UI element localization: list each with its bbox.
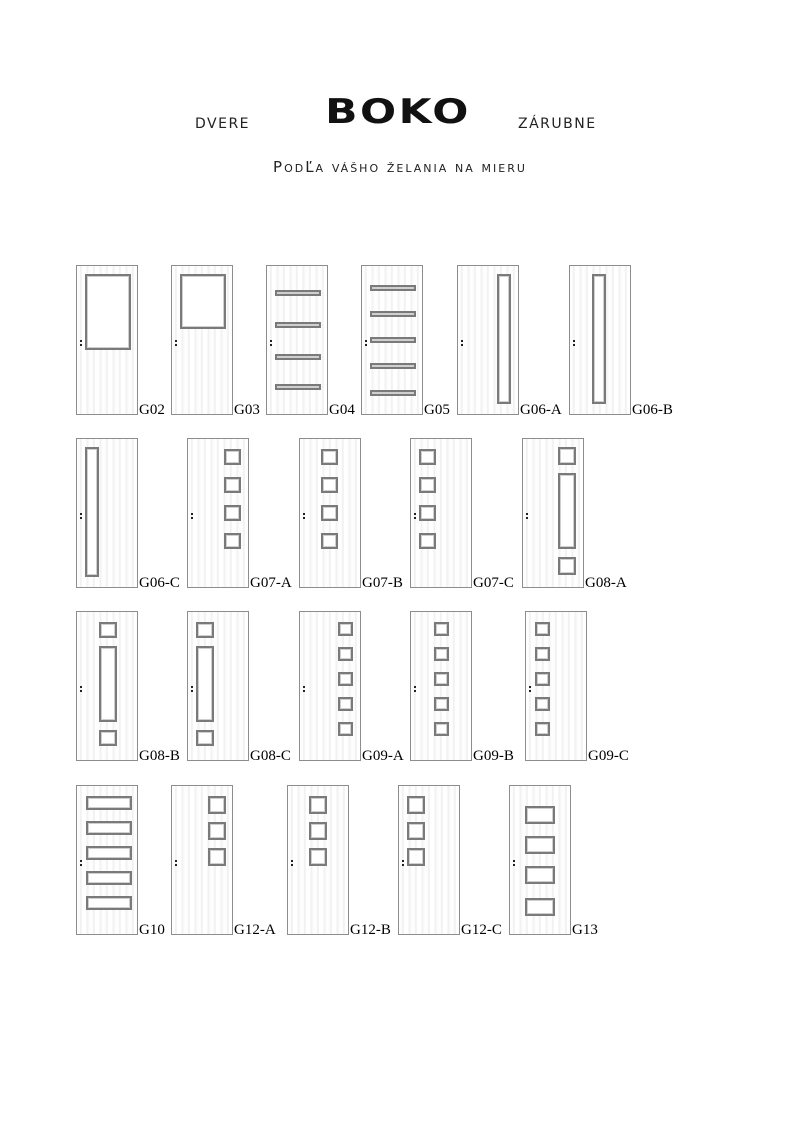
door-code-label: G10: [139, 922, 165, 938]
glass-panel: [86, 846, 132, 860]
door-model: [410, 611, 472, 761]
door-handle-icon: [573, 340, 575, 342]
door-code-label: G07-A: [250, 575, 292, 591]
door-model: [76, 438, 138, 588]
glass-panel: [99, 730, 117, 746]
door-model: [76, 265, 138, 415]
door-model: [171, 785, 233, 935]
glass-panel: [535, 647, 550, 661]
door-code-label: G12-A: [234, 922, 276, 938]
door-model: [569, 265, 631, 415]
glass-panel: [434, 622, 449, 636]
glass-panel: [208, 822, 226, 840]
glass-panel: [208, 848, 226, 866]
door-code-label: G05: [424, 402, 450, 418]
door-code-label: G08-C: [250, 748, 291, 764]
glass-panel: [224, 477, 241, 493]
glass-panel: [535, 722, 550, 736]
door-model: [361, 265, 423, 415]
glass-panel: [525, 836, 555, 854]
tagline: PodĽa vášho želania na mieru: [273, 158, 527, 176]
glass-panel: [407, 822, 425, 840]
glass-panel: [407, 796, 425, 814]
door-code-label: G09-C: [588, 748, 629, 764]
door-handle-icon: [175, 860, 177, 862]
glass-panel: [370, 311, 416, 317]
door-code-label: G07-C: [473, 575, 514, 591]
door-handle-icon: [303, 513, 305, 515]
glass-panel: [407, 848, 425, 866]
door-code-label: G08-B: [139, 748, 180, 764]
door-handle-icon: [80, 513, 82, 515]
glass-panel: [525, 866, 555, 884]
door-handle-icon: [191, 513, 193, 515]
door-model: [76, 611, 138, 761]
glass-panel: [86, 871, 132, 885]
glass-panel: [99, 622, 117, 638]
door-handle-icon: [402, 860, 404, 862]
glass-panel: [535, 672, 550, 686]
door-code-label: G03: [234, 402, 260, 418]
glass-panel: [275, 354, 321, 360]
glass-panel: [558, 473, 576, 549]
glass-panel: [419, 505, 436, 521]
door-model: [457, 265, 519, 415]
glass-panel: [196, 646, 214, 722]
glass-panel: [224, 533, 241, 549]
glass-panel: [85, 274, 131, 350]
door-handle-icon: [513, 860, 515, 862]
glass-panel: [85, 447, 99, 577]
door-model: [525, 611, 587, 761]
glass-panel: [321, 505, 338, 521]
door-code-label: G06-C: [139, 575, 180, 591]
door-code-label: G06-A: [520, 402, 562, 418]
glass-panel: [419, 449, 436, 465]
door-handle-icon: [461, 340, 463, 342]
glass-panel: [208, 796, 226, 814]
door-code-label: G06-B: [632, 402, 673, 418]
glass-panel: [86, 896, 132, 910]
glass-panel: [497, 274, 511, 404]
door-handle-icon: [191, 686, 193, 688]
glass-panel: [525, 898, 555, 916]
door-model: [266, 265, 328, 415]
door-handle-icon: [414, 686, 416, 688]
glass-panel: [370, 285, 416, 291]
glass-panel: [224, 449, 241, 465]
brand-logo: BOKO: [325, 92, 471, 132]
glass-panel: [558, 557, 576, 575]
glass-panel: [275, 322, 321, 328]
glass-panel: [338, 647, 353, 661]
door-handle-icon: [291, 860, 293, 862]
door-handle-icon: [80, 340, 82, 342]
door-model: [398, 785, 460, 935]
door-handle-icon: [80, 686, 82, 688]
glass-panel: [309, 796, 327, 814]
glass-panel: [434, 672, 449, 686]
header-left-word: DVERE: [195, 116, 251, 132]
door-model: [410, 438, 472, 588]
header-right-word: ZÁRUBNE: [518, 116, 597, 132]
glass-panel: [321, 533, 338, 549]
glass-panel: [180, 274, 226, 329]
glass-panel: [275, 384, 321, 390]
glass-panel: [338, 622, 353, 636]
glass-panel: [525, 806, 555, 824]
door-model: [299, 611, 361, 761]
glass-panel: [86, 796, 132, 810]
door-model: [187, 438, 249, 588]
door-handle-icon: [529, 686, 531, 688]
glass-panel: [592, 274, 606, 404]
door-model: [522, 438, 584, 588]
glass-panel: [434, 722, 449, 736]
door-model: [171, 265, 233, 415]
glass-panel: [338, 722, 353, 736]
door-handle-icon: [414, 513, 416, 515]
door-model: [287, 785, 349, 935]
door-handle-icon: [526, 513, 528, 515]
glass-panel: [434, 697, 449, 711]
glass-panel: [321, 449, 338, 465]
door-code-label: G12-C: [461, 922, 502, 938]
glass-panel: [309, 848, 327, 866]
glass-panel: [370, 363, 416, 369]
glass-panel: [419, 477, 436, 493]
glass-panel: [309, 822, 327, 840]
door-code-label: G02: [139, 402, 165, 418]
glass-panel: [419, 533, 436, 549]
door-code-label: G07-B: [362, 575, 403, 591]
door-code-label: G13: [572, 922, 598, 938]
door-handle-icon: [270, 340, 272, 342]
door-code-label: G04: [329, 402, 355, 418]
door-code-label: G09-B: [473, 748, 514, 764]
glass-panel: [196, 622, 214, 638]
door-model: [299, 438, 361, 588]
door-handle-icon: [80, 860, 82, 862]
glass-panel: [535, 622, 550, 636]
door-code-label: G09-A: [362, 748, 404, 764]
glass-panel: [370, 390, 416, 396]
glass-panel: [275, 290, 321, 296]
door-model: [509, 785, 571, 935]
glass-panel: [338, 697, 353, 711]
glass-panel: [86, 821, 132, 835]
door-code-label: G12-B: [350, 922, 391, 938]
glass-panel: [196, 730, 214, 746]
door-handle-icon: [175, 340, 177, 342]
glass-panel: [321, 477, 338, 493]
glass-panel: [558, 447, 576, 465]
glass-panel: [338, 672, 353, 686]
door-handle-icon: [365, 340, 367, 342]
door-model: [76, 785, 138, 935]
door-handle-icon: [303, 686, 305, 688]
glass-panel: [434, 647, 449, 661]
glass-panel: [224, 505, 241, 521]
glass-panel: [535, 697, 550, 711]
door-model: [187, 611, 249, 761]
door-code-label: G08-A: [585, 575, 627, 591]
glass-panel: [99, 646, 117, 722]
glass-panel: [370, 337, 416, 343]
